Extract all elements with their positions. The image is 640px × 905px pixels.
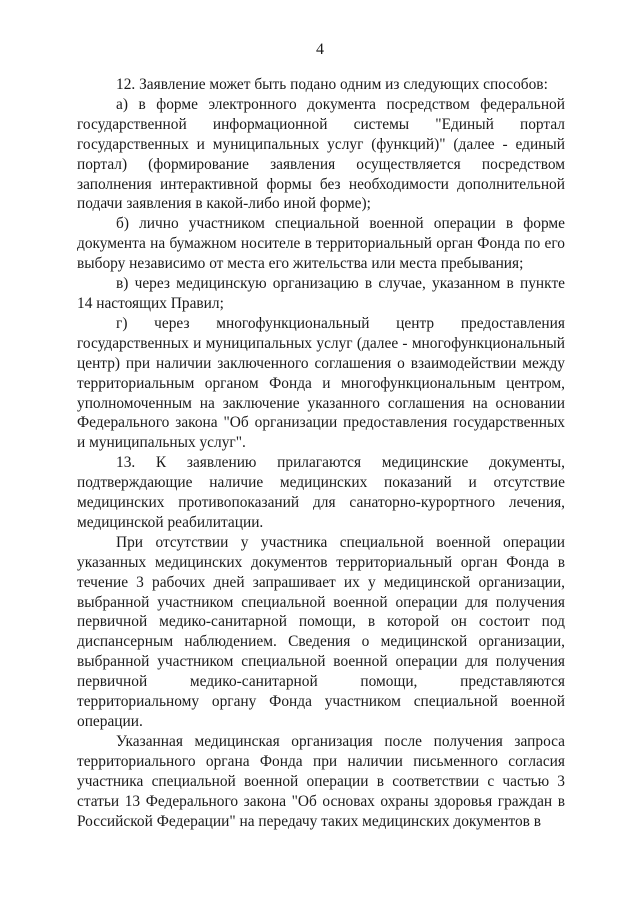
paragraph-missing-documents: При отсутствии у участника специальной военной операции указанных медицинских документов территориальный орган Фонда в течение 3 рабочих дней запрашивает их у медицинской организации, выбранной участником специальной военной операции для получения первичной медико-санитарной помощи, в которой он состоит под диспансерным наблюдением. Сведения о медицинской организации, выбранной участником специальной военной операции для получения первичной медико-санитарной помощи, представляются территориальному органу Фонда участником специальной военной операции.: [77, 533, 565, 730]
paragraph-subitem-b: б) лично участником специальной военной операции в форме документа на бумажном носителе в территориальный орган Фонда по его выбору независимо от места его жительства или места пребывания;: [77, 215, 565, 273]
paragraph-medical-organization: Указанная медицинская организация после получения запроса территориального органа Фонда при наличии письменного согласия участника специальной военной операции в соответствии с частью 3 статьи 13 Федерального закона "Об основах охраны здоровья граждан в Российской Федерации" на передачу таких медицинских документов в: [77, 732, 565, 830]
paragraph-item-12: 12. Заявление может быть подано одним из следующих способов:: [116, 76, 548, 93]
paragraph-item-13: 13. К заявлению прилагаются медицинские документы, подтверждающие наличие медицинских показаний и отсутствие медицинских противопоказаний для санаторно-курортного лечения, медицинской реабилитации.: [77, 454, 565, 531]
paragraph-subitem-v: в) через медицинскую организацию в случае, указанном в пункте 14 настоящих Правил;: [77, 275, 565, 312]
paragraph-subitem-g: г) через многофункциональный центр предоставления государственных и муниципальных услуг (далее - многофункциональный центр) при наличии заключенного соглашения о взаимодействии между территориальным органом Фонда и многофункциональным центром, уполномоченным на заключение указанного соглашения на основании Федерального закона "Об организации предоставления государственных и муниципальных услуг".: [77, 314, 565, 452]
page-number: 4: [316, 41, 324, 58]
paragraph-subitem-a: а) в форме электронного документа посредством федеральной государственной информационной системы "Единый портал государственных и муниципальных услуг (функций)" (далее - единый портал) (формирование заявления осуществляется посредством заполнения интерактивной формы без необходимости дополнительной подачи заявления в какой-либо иной форме);: [77, 95, 565, 213]
document-body: [77, 75, 565, 831]
